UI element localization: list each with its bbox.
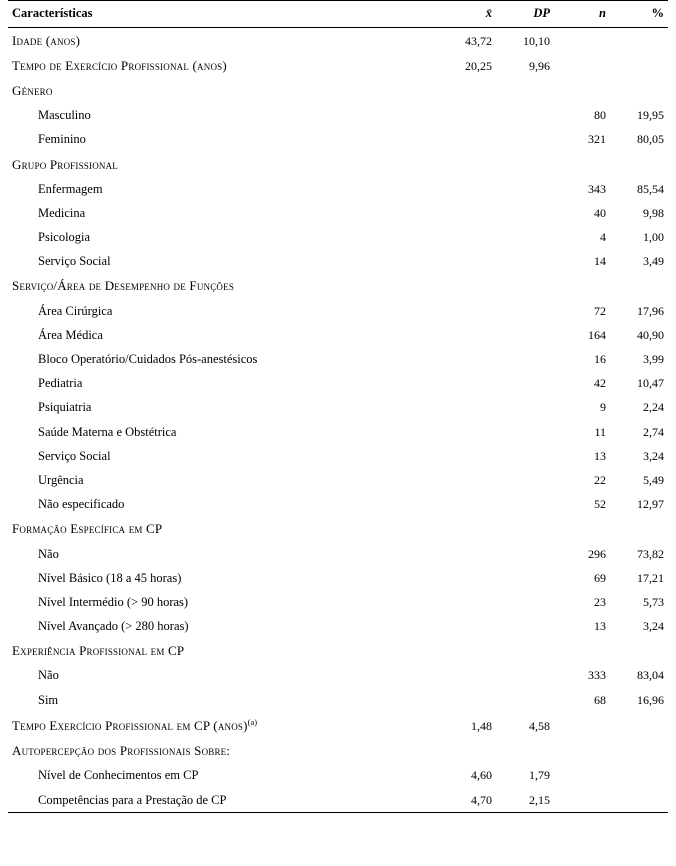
table-header — [8, 1, 668, 28]
cell-sd — [496, 250, 554, 274]
cell-n: 333 — [588, 668, 606, 683]
cell-sd — [496, 420, 554, 444]
cell-mean — [438, 274, 496, 299]
cell-percent: 3,24 — [643, 619, 664, 634]
row-label-text: Não — [38, 668, 59, 683]
cell-percent: 40,90 — [637, 327, 664, 342]
row-label — [8, 104, 438, 128]
row-label — [8, 177, 438, 201]
row-label — [8, 590, 438, 614]
cell-mean: 1,48 — [471, 719, 492, 733]
table-row — [8, 590, 668, 614]
table-row — [8, 712, 668, 738]
table-row — [8, 177, 668, 201]
row-label — [8, 372, 438, 396]
row-label-text: Serviço Social — [38, 254, 111, 269]
cell-mean — [438, 739, 496, 764]
table-row — [8, 347, 668, 371]
table-row — [8, 128, 668, 152]
cell-mean — [438, 372, 496, 396]
cell-sd — [496, 542, 554, 566]
column-header-n: n — [599, 6, 606, 20]
row-section-label — [8, 517, 438, 542]
row-label — [8, 420, 438, 444]
row-label-text: Masculino — [38, 108, 91, 123]
cell-n: 14 — [594, 254, 606, 269]
row-label-text: Psicologia — [38, 230, 91, 245]
table-row — [8, 688, 668, 712]
cell-mean — [438, 250, 496, 274]
cell-sd — [496, 688, 554, 712]
cell-n: 69 — [594, 570, 606, 585]
cell-sd: 1,79 — [529, 768, 550, 783]
row-label-text: Não especificado — [38, 497, 125, 512]
cell-mean — [438, 420, 496, 444]
row-label-text: Urgência — [38, 472, 84, 487]
cell-sd — [496, 128, 554, 152]
row-label — [8, 542, 438, 566]
cell-sd — [496, 615, 554, 639]
cell-sd — [496, 664, 554, 688]
cell-percent: 12,97 — [637, 497, 664, 512]
row-label-text: Enfermagem — [38, 181, 103, 196]
cell-mean — [438, 323, 496, 347]
cell-percent: 10,47 — [637, 376, 664, 391]
row-section-label — [8, 274, 438, 299]
table-row — [8, 152, 668, 177]
cell-percent: 2,24 — [643, 400, 664, 415]
cell-mean — [438, 639, 496, 664]
cell-percent — [610, 53, 668, 78]
table-row — [8, 396, 668, 420]
row-label — [8, 201, 438, 225]
row-label-text: Nível Básico (18 a 45 horas) — [38, 570, 182, 585]
row-label-text: Serviço Social — [38, 448, 111, 463]
row-section-label — [8, 53, 438, 78]
cell-mean — [438, 177, 496, 201]
cell-n — [554, 274, 610, 299]
row-section-label — [8, 78, 438, 103]
cell-mean — [438, 128, 496, 152]
cell-sd — [496, 201, 554, 225]
cell-mean — [438, 615, 496, 639]
cell-sd — [496, 78, 554, 103]
cell-sd — [496, 104, 554, 128]
cell-mean — [438, 664, 496, 688]
row-section-label — [8, 28, 438, 54]
cell-percent: 83,04 — [637, 668, 664, 683]
cell-percent: 3,99 — [643, 352, 664, 367]
cell-sd: 10,10 — [523, 33, 550, 48]
cell-percent: 2,74 — [643, 424, 664, 439]
cell-n — [554, 712, 610, 738]
row-label-text: Feminino — [38, 132, 86, 147]
cell-mean — [438, 299, 496, 323]
cell-mean: 20,25 — [465, 58, 492, 73]
table-row — [8, 372, 668, 396]
cell-n: 164 — [588, 327, 606, 342]
column-header-sd: DP — [533, 6, 550, 20]
cell-percent — [610, 28, 668, 54]
cell-n — [554, 739, 610, 764]
table-row — [8, 420, 668, 444]
cell-mean: 43,72 — [465, 33, 492, 48]
cell-sd — [496, 274, 554, 299]
cell-sd — [496, 226, 554, 250]
table-row — [8, 493, 668, 517]
cell-sd: 4,58 — [529, 719, 550, 733]
cell-n: 22 — [594, 472, 606, 487]
cell-n — [554, 78, 610, 103]
cell-mean — [438, 444, 496, 468]
row-label — [8, 226, 438, 250]
cell-mean — [438, 493, 496, 517]
row-label-text: Nível Avançado (> 280 horas) — [38, 619, 189, 634]
cell-n: 4 — [600, 230, 606, 245]
row-label-text: Área Cirúrgica — [38, 303, 113, 318]
cell-n: 16 — [594, 352, 606, 367]
row-section-label — [8, 739, 438, 764]
row-label-text: Idade (anos) — [12, 32, 81, 48]
row-label-text: Psiquiatria — [38, 400, 92, 415]
table-row — [8, 517, 668, 542]
cell-percent — [610, 274, 668, 299]
cell-sd — [496, 347, 554, 371]
row-label-text: Formação Específica em CP — [12, 521, 163, 537]
row-label-text: Bloco Operatório/Cuidados Pós-anestésicos — [38, 352, 258, 367]
column-header-mean: x̄ — [485, 6, 492, 20]
row-section-label — [8, 152, 438, 177]
row-label-text: Nível de Conhecimentos em CP — [38, 768, 199, 783]
cell-sd — [496, 739, 554, 764]
cell-n: 296 — [588, 546, 606, 561]
cell-percent: 17,21 — [637, 570, 664, 585]
cell-sd — [496, 468, 554, 492]
row-label-text: Serviço/Área de Desempenho de Funções — [12, 278, 235, 294]
row-label — [8, 299, 438, 323]
cell-sd — [496, 493, 554, 517]
cell-n — [554, 53, 610, 78]
cell-n: 343 — [588, 181, 606, 196]
row-label — [8, 250, 438, 274]
cell-mean: 4,70 — [471, 792, 492, 807]
table-row — [8, 78, 668, 103]
cell-n — [554, 788, 610, 812]
row-label — [8, 128, 438, 152]
table-row — [8, 250, 668, 274]
row-label — [8, 444, 438, 468]
row-label-text: Área Médica — [38, 327, 103, 342]
cell-n — [554, 639, 610, 664]
row-label — [8, 468, 438, 492]
footnote-marker: (a) — [247, 716, 258, 727]
cell-percent: 16,96 — [637, 692, 664, 707]
cell-sd — [496, 152, 554, 177]
cell-sd — [496, 396, 554, 420]
cell-mean — [438, 396, 496, 420]
cell-percent: 9,98 — [643, 205, 664, 220]
column-header-percent: % — [651, 6, 664, 20]
cell-percent — [610, 517, 668, 542]
row-label-text: Autopercepção dos Profissionais Sobre: — [12, 743, 231, 759]
row-label — [8, 788, 438, 812]
cell-mean — [438, 688, 496, 712]
cell-sd — [496, 299, 554, 323]
table-row — [8, 615, 668, 639]
row-label-text: Pediatria — [38, 376, 83, 391]
row-label-text: Competências para a Prestação de CP — [38, 792, 227, 807]
cell-mean — [438, 468, 496, 492]
cell-n: 68 — [594, 692, 606, 707]
row-section-label — [8, 639, 438, 664]
cell-percent — [610, 78, 668, 103]
table-row — [8, 53, 668, 78]
row-label — [8, 764, 438, 788]
row-label — [8, 566, 438, 590]
cell-n: 80 — [594, 108, 606, 123]
table-bottom-rule — [8, 812, 668, 813]
cell-n: 23 — [594, 594, 606, 609]
row-label-text: Não — [38, 546, 59, 561]
cell-sd — [496, 323, 554, 347]
cell-percent — [610, 739, 668, 764]
table-row — [8, 664, 668, 688]
row-label-text: Nível Intermédio (> 90 horas) — [38, 594, 189, 609]
cell-percent: 19,95 — [637, 108, 664, 123]
cell-percent: 5,49 — [643, 472, 664, 487]
table-row — [8, 226, 668, 250]
cell-mean — [438, 104, 496, 128]
cell-mean — [438, 517, 496, 542]
cell-percent: 17,96 — [637, 303, 664, 318]
table-row — [8, 444, 668, 468]
cell-percent: 73,82 — [637, 546, 664, 561]
row-label-text: Sim — [38, 692, 59, 707]
row-label — [8, 664, 438, 688]
cell-n: 42 — [594, 376, 606, 391]
cell-n: 11 — [594, 424, 606, 439]
row-label — [8, 347, 438, 371]
cell-n: 13 — [594, 619, 606, 634]
cell-mean — [438, 566, 496, 590]
cell-mean — [438, 78, 496, 103]
cell-mean — [438, 152, 496, 177]
cell-mean — [438, 347, 496, 371]
cell-mean — [438, 226, 496, 250]
cell-sd — [496, 517, 554, 542]
table-row — [8, 739, 668, 764]
cell-sd — [496, 372, 554, 396]
cell-mean — [438, 201, 496, 225]
table-row — [8, 468, 668, 492]
cell-n — [554, 152, 610, 177]
cell-n — [554, 517, 610, 542]
cell-mean — [438, 542, 496, 566]
row-label — [8, 493, 438, 517]
cell-sd: 9,96 — [529, 58, 550, 73]
cell-sd — [496, 177, 554, 201]
row-label-text: Saúde Materna e Obstétrica — [38, 424, 177, 439]
row-label-text: Medicina — [38, 205, 86, 220]
table-row — [8, 639, 668, 664]
cell-mean: 4,60 — [471, 768, 492, 783]
row-section-label — [8, 712, 438, 738]
cell-n: 13 — [594, 448, 606, 463]
table-row — [8, 104, 668, 128]
row-label-text: Grupo Profissional — [12, 156, 118, 172]
cell-percent: 3,49 — [643, 254, 664, 269]
table-row — [8, 201, 668, 225]
table-row — [8, 323, 668, 347]
cell-percent — [610, 788, 668, 812]
table-row — [8, 299, 668, 323]
cell-n: 52 — [594, 497, 606, 512]
cell-mean — [438, 590, 496, 614]
table-row — [8, 274, 668, 299]
cell-sd — [496, 639, 554, 664]
row-label — [8, 323, 438, 347]
row-label-text: Experiência Profissional em CP — [12, 643, 185, 659]
cell-percent: 3,24 — [643, 448, 664, 463]
row-label-text: Tempo de Exercício Profissional (anos) — [12, 57, 227, 73]
cell-percent: 80,05 — [637, 132, 664, 147]
cell-percent: 1,00 — [643, 230, 664, 245]
table-row — [8, 788, 668, 812]
cell-percent — [610, 152, 668, 177]
row-label — [8, 688, 438, 712]
table-row — [8, 764, 668, 788]
cell-n: 321 — [588, 132, 606, 147]
table-row — [8, 566, 668, 590]
cell-sd: 2,15 — [529, 792, 550, 807]
table-row — [8, 28, 668, 54]
table-row — [8, 542, 668, 566]
row-label-text: Tempo Exercício Profissional em CP (anos) — [12, 718, 248, 733]
row-label-text: Género — [12, 82, 53, 98]
cell-percent: 5,73 — [643, 594, 664, 609]
cell-percent — [610, 639, 668, 664]
cell-n: 40 — [594, 205, 606, 220]
row-label — [8, 396, 438, 420]
cell-n: 72 — [594, 303, 606, 318]
row-label — [8, 615, 438, 639]
cell-n — [554, 764, 610, 788]
cell-sd — [496, 566, 554, 590]
cell-percent — [610, 712, 668, 738]
characteristics-table — [8, 0, 668, 812]
cell-sd — [496, 590, 554, 614]
table-body — [8, 28, 668, 813]
column-header-characteristics: Características — [12, 6, 93, 20]
cell-percent: 85,54 — [637, 181, 664, 196]
cell-sd — [496, 444, 554, 468]
cell-n — [554, 28, 610, 54]
cell-percent — [610, 764, 668, 788]
cell-n: 9 — [600, 400, 606, 415]
table-header-row — [8, 1, 668, 28]
